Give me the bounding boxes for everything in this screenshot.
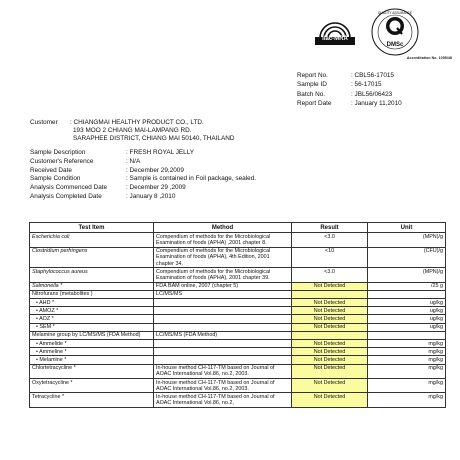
table-row: • AHD * Not Detected ug/kg: [30, 299, 446, 307]
table-row: Melamine group by LC/MS/MS (FDA Method) LC/MS/MS (FDA Method): [30, 331, 446, 339]
report-date: : January 11,2010: [351, 100, 402, 108]
report-date-row: Report Date : January 11,2010: [297, 100, 402, 108]
sample-id-row: Sample ID : 56-17015: [297, 81, 382, 89]
table-row: • AMOZ * Not Detected ug/kg: [30, 307, 446, 315]
sample-row: Analysis Completed Date : January 8 ,2010: [30, 192, 176, 200]
customer-label: Customer: [30, 119, 58, 126]
sample-row: Analysis Commenced Date : December 29 ,2009: [30, 184, 186, 192]
customer-name: : CHIANGMAI HEALTHY PRODUCT CO., LTD.: [70, 119, 204, 126]
header-method: Method: [154, 223, 292, 233]
sample-row: Received Date : December 29,2009: [30, 166, 184, 174]
sample-info: [30, 149, 256, 202]
sample-row: Customer's Reference : N/A: [30, 157, 141, 165]
report-info: [297, 71, 402, 109]
table-header-row: [30, 223, 446, 233]
results-table: [29, 222, 446, 408]
table-row: • Ammeline * Not Detected mg/kg: [30, 348, 446, 356]
customer-address-line-1: 193 MOO 2 CHIANG MAI-LAMPANG RD.: [73, 126, 192, 134]
dmsc-quality-seal-logo: [364, 6, 426, 60]
table-row: Tetracycline * In-house method CH-117-TM based on Journal of AOAC International Vol.86, no.2, Not Detected mg/kg: [30, 393, 446, 407]
customer-address-line-2: SARAPHEE DISTRICT, CHIANG MAI 50140, THAILAND: [73, 134, 235, 142]
header-test-item: Test Item: [30, 223, 154, 233]
svg-text:QUALITY ASSURANCE: QUALITY ASSURANCE: [377, 11, 413, 15]
accreditation-number: Accreditation No. 1055/48: [406, 56, 452, 60]
ilac-mra-label: ilac-MRA: [322, 36, 348, 42]
table-row: Oxytetracycline * In-house method CH-117-TM based on Journal of AOAC International Vol.86, no.2, 2003. Not Detected mg/kg: [30, 379, 446, 393]
table-row: Chlortetracycline * In-house method CH-117-TM based on Journal of AOAC International Vol.86, no.2, 2003. Not Detected mg/kg: [30, 364, 446, 378]
header-result: Result: [292, 223, 368, 233]
ilac-mra-logo: [312, 12, 358, 52]
batch-number: : JBL56/06423: [351, 90, 393, 98]
table-row: Clostridium perfringens Compendium of methods for the Microbiological Examination of foods (APHA), 4th Edition, 2001 chapter 34. <10 (CFU)/g: [30, 247, 446, 268]
dmsc-label: DMSc: [386, 42, 404, 48]
batch-number-row: Batch No. : JBL56/06423: [297, 90, 393, 98]
customer-block: [30, 119, 234, 142]
table-row: Escherichia coli Compendium of methods for the Microbiological Examination of foods (APHA) ,2001 chapter 8. <3.0 (MPN)/g: [30, 233, 446, 247]
sample-row: Sample Condition : Sample is contained in Foil package, sealed.: [30, 175, 257, 183]
table-row: • AOZ * Not Detected ug/kg: [30, 315, 446, 323]
table-row: • SEM * Not Detected ug/kg: [30, 323, 446, 331]
report-number-row: Report No. : CBL56-17015: [297, 72, 394, 79]
header-unit: Unit: [368, 223, 446, 233]
table-row: Nitrofurans (metabolites ) LC/MS/MS: [30, 290, 446, 298]
table-row: • Ammelide * Not Detected mg/kg: [30, 340, 446, 348]
sample-id: : 56-17015: [351, 81, 382, 89]
report-number: : CBL56-17015: [351, 72, 394, 79]
table-row: Salmonella * FDA BAM online, 2007 (chapter 5) Not Detected /25 g: [30, 282, 446, 290]
sample-row: Sample Description : FRESH ROYAL JELLY: [30, 149, 195, 156]
table-row: Staphylococcus aureus Compendium of methods for the Microbiological Examination of foods (APHA), 2001 chapter 39. <3.0 (MPN)/g: [30, 268, 446, 282]
table-row: • Melamine * Not Detected mg/kg: [30, 356, 446, 364]
